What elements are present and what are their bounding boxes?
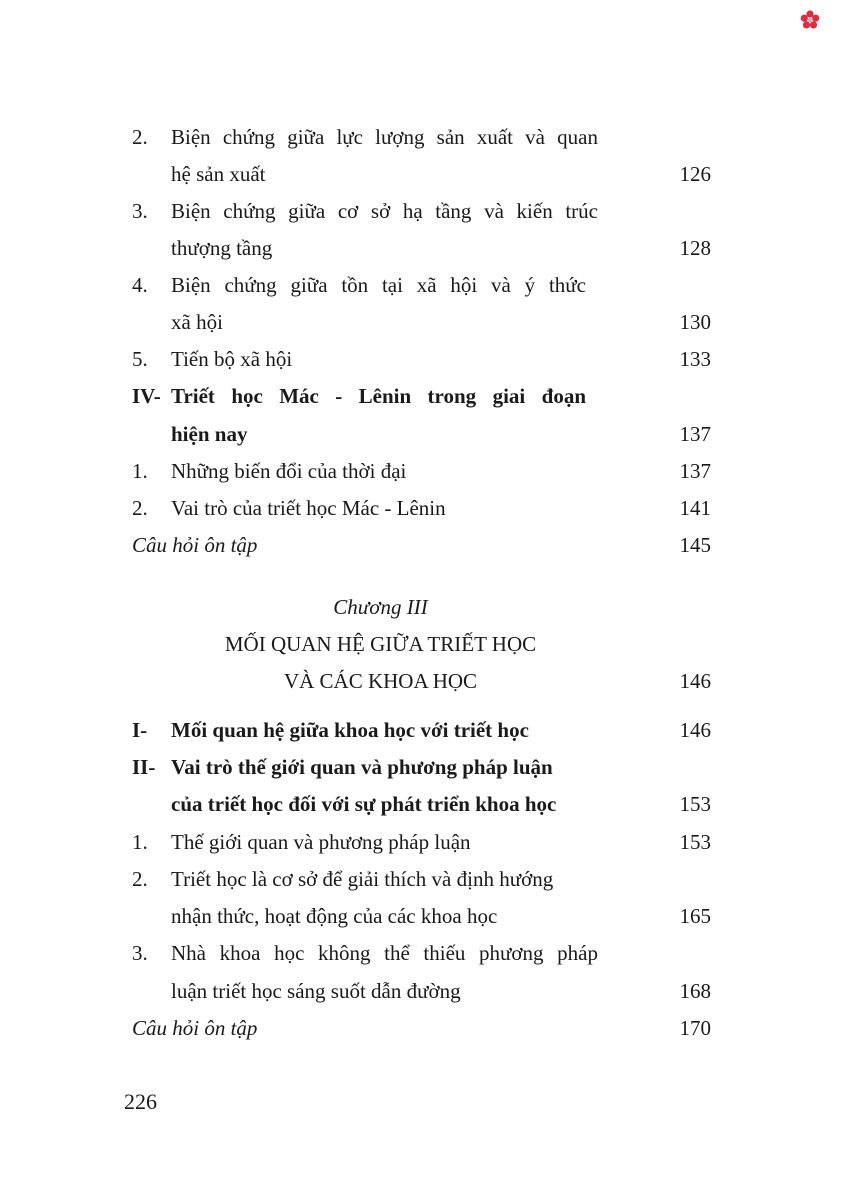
- entry-title: Biện chứng giữa lực lượng sản xuất và quan: [171, 125, 598, 149]
- toc-section[interactable]: [0, 752, 841, 782]
- flower-ornament-icon: [799, 9, 821, 31]
- chapter-heading: [0, 592, 841, 622]
- entry-title: Vai trò của triết học Mác - Lênin: [171, 496, 446, 520]
- toc-entry[interactable]: [0, 827, 841, 857]
- toc-review-questions[interactable]: [0, 530, 841, 560]
- toc-entry-continuation[interactable]: [0, 976, 841, 1006]
- entry-title-cont: luận triết học sáng suốt dẫn đường: [171, 979, 461, 1003]
- toc-section-continuation[interactable]: [0, 789, 841, 819]
- entry-number: 3.: [132, 941, 148, 965]
- chapter-title-line[interactable]: [0, 666, 841, 696]
- toc-entry[interactable]: [0, 456, 841, 486]
- page-number: 226: [124, 1089, 157, 1114]
- entry-title-cont: nhận thức, hoạt động của các khoa học: [171, 904, 498, 928]
- entry-number: 5.: [132, 347, 148, 371]
- entry-title: Những biến đổi của thời đại: [171, 459, 407, 483]
- toc-entry-continuation[interactable]: [0, 159, 841, 189]
- entry-title-cont: xã hội: [171, 310, 223, 334]
- section-title-cont: của triết học đối với sự phát triển khoa học: [171, 792, 557, 816]
- entry-page: 165: [679, 904, 711, 928]
- entry-number: 3.: [132, 199, 148, 223]
- entry-number: 1.: [132, 459, 148, 483]
- entry-title: Triết học là cơ sở để giải thích và định hướng: [171, 867, 554, 891]
- entry-title-cont: thượng tầng: [171, 236, 273, 260]
- toc-entry[interactable]: [0, 864, 841, 894]
- toc-entry[interactable]: [0, 493, 841, 523]
- entry-title-cont: hệ sản xuất: [171, 162, 266, 186]
- review-title: Câu hỏi ôn tập: [132, 1016, 258, 1040]
- entry-title: Thế giới quan và phương pháp luận: [171, 830, 471, 854]
- toc-section[interactable]: [0, 381, 841, 411]
- entry-page: 130: [679, 310, 711, 334]
- toc-entry[interactable]: [0, 122, 841, 152]
- section-title: Mối quan hệ giữa khoa học với triết học: [171, 718, 529, 742]
- entry-page: 128: [679, 236, 711, 260]
- toc-entry[interactable]: [0, 938, 841, 968]
- entry-number: 2.: [132, 125, 148, 149]
- chapter-title-cont: VÀ CÁC KHOA HỌC: [283, 669, 478, 693]
- review-page: 170: [679, 1016, 711, 1040]
- entry-number: 4.: [132, 273, 148, 297]
- toc-entry-continuation[interactable]: [0, 901, 841, 931]
- toc-section-continuation[interactable]: [0, 419, 841, 449]
- entry-title: Biện chứng giữa tồn tại xã hội và ý thức: [171, 273, 586, 297]
- chapter-label: Chương III: [333, 595, 428, 619]
- toc-entry[interactable]: [0, 344, 841, 374]
- toc-section[interactable]: [0, 715, 841, 745]
- section-title: Vai trò thế giới quan và phương pháp luận: [171, 755, 553, 779]
- section-number: II-: [132, 755, 156, 779]
- review-title: Câu hỏi ôn tập: [132, 533, 258, 557]
- chapter-page: 146: [679, 669, 711, 693]
- toc-entry[interactable]: [0, 270, 841, 300]
- entry-title: Nhà khoa học không thể thiếu phương pháp: [171, 941, 598, 965]
- entry-title: Biện chứng giữa cơ sở hạ tầng và kiến trúc: [171, 199, 598, 223]
- section-number: IV-: [132, 384, 161, 408]
- section-page: 153: [679, 792, 711, 816]
- entry-title: Tiến bộ xã hội: [171, 347, 293, 371]
- toc-entry-continuation[interactable]: [0, 307, 841, 337]
- chapter-title-line[interactable]: [0, 629, 841, 659]
- section-number: I-: [132, 718, 148, 742]
- toc-entry[interactable]: [0, 196, 841, 226]
- section-page: 137: [679, 422, 711, 446]
- entry-page: 133: [679, 347, 711, 371]
- entry-number: 2.: [132, 496, 148, 520]
- toc-entry-continuation[interactable]: [0, 233, 841, 263]
- entry-number: 1.: [132, 830, 148, 854]
- review-page: 145: [679, 533, 711, 557]
- section-page: 146: [679, 718, 711, 742]
- entry-page: 153: [679, 830, 711, 854]
- section-title-cont: hiện nay: [171, 422, 248, 446]
- entry-page: 137: [679, 459, 711, 483]
- chapter-title: MỐI QUAN HỆ GIỮA TRIẾT HỌC: [224, 632, 537, 656]
- section-title: Triết học Mác - Lênin trong giai đoạn: [171, 384, 586, 408]
- entry-page: 141: [679, 496, 711, 520]
- entry-page: 126: [679, 162, 711, 186]
- entry-number: 2.: [132, 867, 148, 891]
- entry-page: 168: [679, 979, 711, 1003]
- toc-review-questions[interactable]: [0, 1013, 841, 1043]
